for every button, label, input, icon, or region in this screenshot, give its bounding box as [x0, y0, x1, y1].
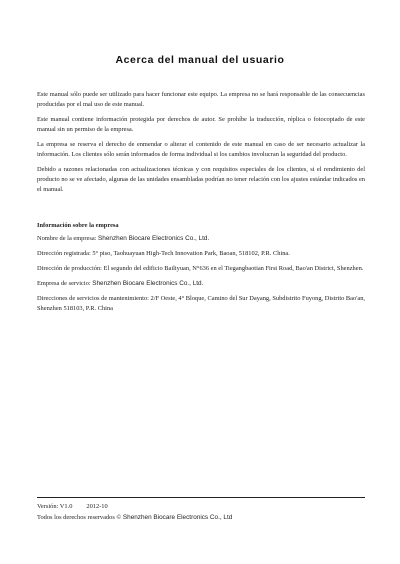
- company-name-label: Nombre de la empresa:: [37, 235, 99, 242]
- paragraph-amendments: La empresa se reserva el derecho de enmendar o alterar el contenido de este manual en caso de ser necesario actualizar la información. Los clientes sólo serán informados de forma individual si los cambios involucran la seguridad del producto.: [37, 141, 365, 158]
- copyright-company: Shenzhen Biocare Electronics Co., Ltd: [122, 514, 233, 521]
- footer: [37, 501, 365, 523]
- paragraph-copyright: Este manual contiene información protegida por derechos de autor. Se prohíbe la traducción, réplica o fotocopiado de este manual sin un permiso de la empresa.: [37, 116, 365, 133]
- version-line: [37, 501, 365, 512]
- paragraph-technical-updates: Debido a razones relacionadas con actualizaciones técnicas y con requisitos especiales de los clientes, si el rendimiento del producto no se ve afectado, algunas de las unidades ensambladas podrían no tener relación con los ajustes estándar indicados en el manual.: [37, 166, 365, 193]
- version-label: Versión: V1.0: [37, 503, 73, 510]
- footer-divider: [37, 497, 365, 498]
- registered-address: Dirección registrada: 5° piso, Taohuayuan High-Tech Innovation Park, Baoan, 518102, P.R. China.: [37, 250, 290, 257]
- company-name-value: Shenzhen Biocare Electronics Co., Ltd.: [98, 235, 210, 242]
- service-company-label: Empresa de servicio:: [37, 280, 93, 287]
- manual-body: [37, 90, 365, 319]
- service-company-value: Shenzhen Biocare Electronics Co., Ltd.: [92, 280, 204, 287]
- copyright-line: [37, 512, 365, 523]
- paragraph-usage: Este manual sólo puede ser utilizado para hacer funcionar este equipo. La empresa no se hará responsable de las consecuencias producidas por el mal uso de este manual.: [37, 91, 365, 108]
- version-date: 2012-10: [86, 503, 108, 510]
- page-title: Acerca del manual del usuario: [115, 54, 285, 66]
- company-info-heading: Información sobre la empresa: [37, 222, 119, 229]
- service-company-line: [37, 279, 365, 289]
- copyright-prefix: Todos los derechos reservados ©: [37, 514, 123, 521]
- maintenance-address: Direcciones de servicios de mantenimiento: 2/F Oeste, 4° Bloque, Camino del Sur Dayang, Subdistrito Fuyong, Distrito Bao'an, Shenzhen 518103, P.R. China: [37, 295, 365, 312]
- company-name-line: [37, 234, 365, 244]
- production-address: Dirección de producción: El segundo del edificio Bailiyuan, N°636 en el Tiegangbaotian First Road, Bao'an District, Shenzhen.: [37, 265, 364, 272]
